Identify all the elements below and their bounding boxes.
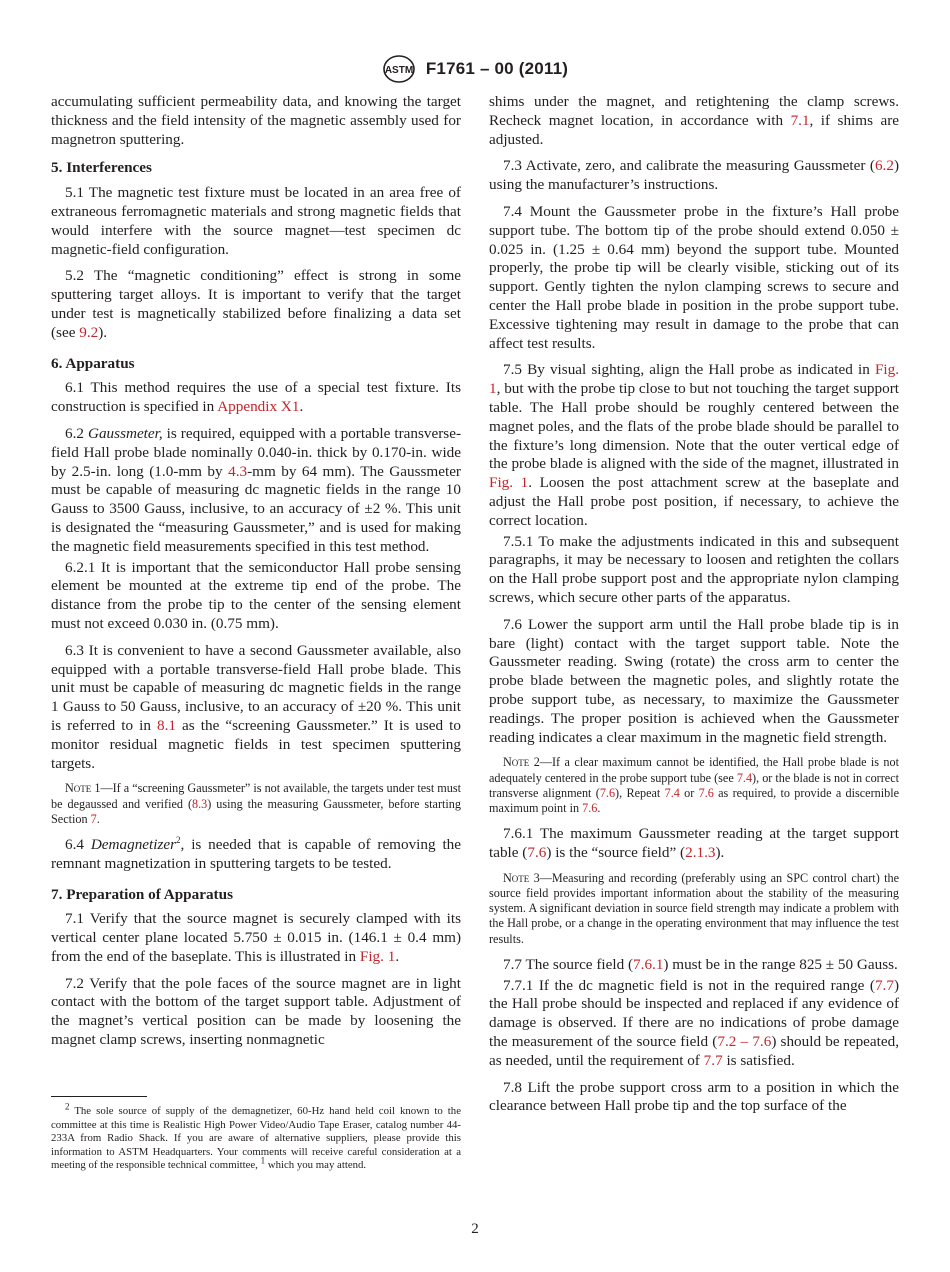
note-2: Note 2—If a clear maximum cannot be identified, the Hall probe blade is not adequately centered in the probe support tube (see 7.4), or the blade is not in correct transverse alignment (7.6), Repeat 7.4 or 7.6 as required, to provide a discernible maximum point in 7.6.	[489, 755, 900, 815]
footnote-marker-2: 2	[176, 834, 181, 845]
ref-link-7-6-a[interactable]: 7.6	[599, 785, 616, 800]
document-designation: F1761 – 00 (2011)	[425, 59, 569, 78]
logo-text: ASTM	[384, 65, 413, 76]
right-column	[489, 93, 899, 1124]
ref-link-section-7[interactable]: 7	[90, 811, 97, 826]
ref-link-7-2-to-7-6[interactable]: 7.2 – 7.6	[717, 1032, 772, 1050]
ref-link-7-7-b[interactable]: 7.7	[703, 1051, 723, 1069]
ref-link-7-6-c[interactable]: 7.6	[582, 800, 598, 815]
page-header	[0, 54, 950, 84]
ref-link-7-6-1[interactable]: 7.6.1	[633, 955, 664, 973]
paragraph-7-5-1: 7.5.1 To make the adjustments indicated in this and subsequent paragraphs, it may be necessary to loosen and retighten the collars on the Hall probe support post and the appropriate nylon clamping screws, which secure other parts of the apparatus.	[489, 532, 899, 606]
paragraph-7-5: 7.5 By visual sighting, align the Hall probe as indicated in Fig. 1, but with the probe tip close to but not touching the target support table. The Hall probe should be roughly centered between the magnet poles, and the flats of the probe blade should be parallel to the fixture’s long dimension. Note that the outer vertical edge of the probe blade is aligned with the side of the magnet, illustrated in Fig. 1. Loosen the post attachment screw at the baseplate and adjust the Hall probe post position, if necessary, to achieve the correct location.	[489, 361, 899, 529]
paragraph-6-4: 6.4 Demagnetizer$^2$, is needed that is capable of removing the remnant magnetization in sputtering targets to be tested.	[51, 834, 461, 872]
ref-link-8-1[interactable]: 8.1	[157, 716, 176, 734]
paragraph-7-6: 7.6 Lower the support arm until the Hall probe blade tip is in bare (light) contact with the target support table. Note the Gaussmeter reading. Swing (rotate) the cross arm to center the probe blade between the magnetic poles, and slightly rotate the probe support tube, as necessary, to maximize the Gaussmeter readings. The proper position is achieved when the Gaussmeter reading indicates a clear maximum in the magnetic field strength.	[489, 615, 899, 746]
paragraph-7-3: 7.3 Activate, zero, and calibrate the measuring Gaussmeter (6.2) using the manufacturer’s instructions.	[489, 157, 899, 194]
paragraph-intro-continued: accumulating sufficient permeability data, and knowing the target thickness and the field intensity of the magnetic assembly used for magnetron sputtering.	[51, 93, 461, 148]
paragraph-6-3: 6.3 It is convenient to have a second Gaussmeter available, also equipped with a portable transverse-field Hall probe blade. This unit must be capable of measuring dc magnetic fields in the range 1 Gauss to 50 Gauss, inclusive, to an accuracy of ±20 %. This unit is referred to in 8.1 as the “screening Gaussmeter.” It is used to monitor residual magnetic fields in test specimen sputtering targets.	[51, 641, 461, 772]
paragraph-7-1: 7.1 Verify that the source magnet is securely clamped with its vertical center plane located 5.750 ± 0.015 in. (146.1 ± 0.4 mm) from the end of the baseplate. This is illustrated in Fig. 1.	[51, 910, 461, 965]
paragraph-6-2-1: 6.2.1 It is important that the semiconductor Hall probe sensing element be mounted at the extreme tip end of the probe. The distance from the probe tip to the center of the sensing element must not exceed 0.030 in. (0.75 mm).	[51, 558, 461, 632]
paragraph-7-8: 7.8 Lift the probe support cross arm to a position in which the clearance between Hall probe tip and the top surface of the	[489, 1078, 899, 1115]
paragraph-6-2: 6.2 Gaussmeter, is required, equipped with a portable transverse-field Hall probe blade nominally 0.040-in. thick by 0.170-in. wide by 2.5-in. long (1.0-mm by 4.3-mm by 64 mm). The Gaussmeter must be capable of measuring dc magnetic fields in the range 10 Gauss to 3500 Gauss, inclusive, to an accuracy of ±2 %. This unit is designated the “measuring Gaussmeter,” and is used for making the magnetic field measurements specified in this test method.	[51, 424, 462, 555]
ref-link-2-1-3[interactable]: 2.1.3	[685, 843, 716, 861]
ref-link-9-2[interactable]: 9.2	[79, 323, 99, 341]
section-heading-apparatus: 6. Apparatus	[51, 354, 135, 372]
paragraph-5-1: 5.1 The magnetic test fixture must be located in an area free of extraneous ferromagnetic materials and strong magnetic fields that would interfere with the source magnet—test specimen dc magnetic-field configuration.	[51, 184, 461, 258]
footnote-2: $^2$ The sole source of supply of the demagnetizer, 60-Hz hand held coil known to the committee at this time is Realistic High Power Video/Audio Tape Eraser, catalog number 44-233A from Radio Shack. If you are aware of alternative suppliers, please provide this information to ASTM Headquarters. Your comments will receive careful consideration at a meeting of the responsible technical committee, $^1$ which you may attend.	[51, 1101, 461, 1172]
page-number: 2	[471, 1221, 479, 1237]
footnote-divider	[51, 1096, 147, 1097]
ref-link-8-3[interactable]: 8.3	[192, 796, 208, 811]
left-column	[51, 93, 461, 1058]
paragraph-7-7: 7.7 The source field (7.6.1) must be in the range 825 ± 50 Gauss.	[503, 955, 898, 973]
ref-link-7-7-a[interactable]: 7.7	[874, 976, 894, 994]
ref-link-7-4-a[interactable]: 7.4	[736, 770, 753, 785]
paragraph-7-7-1: 7.7.1 If the dc magnetic field is not in the required range (7.7) the Hall probe should be inspected and replaced if any evidence of damage is observed. If there are no indications of probe damage the measurement of the source field (7.2 – 7.6) should be repeated, as needed, until the requirement of 7.7 is satisfied.	[489, 976, 899, 1069]
note-3: Note 3—Measuring and recording (preferably using an SPC control chart) the source field provides important information about the stability of the measuring system. A significant deviation in source field strength may indicate a problem with the Hall probe, or a change in the operating environment that may influence the test results.	[489, 870, 899, 946]
ref-link-fig-1-b[interactable]: Fig. 1	[489, 474, 529, 492]
ref-link-6-2[interactable]: 6.2	[874, 157, 894, 175]
ref-link-fig-1[interactable]: Fig. 1	[359, 947, 396, 965]
section-heading-preparation: 7. Preparation of Apparatus	[51, 885, 233, 903]
note-1: Note 1—If a “screening Gaussmeter” is not available, the targets under test must be degaussed and verified (8.3) using the measuring Gaussmeter, before starting Section 7.	[51, 781, 461, 826]
paragraph-7-6-1: 7.6.1 The maximum Gaussmeter reading at the target support table (7.6) is the “source field” (2.1.3).	[489, 825, 899, 861]
paragraph-7-4: 7.4 Mount the Gaussmeter probe in the fixture’s Hall probe support tube. The bottom tip of the probe should extend 0.050 ± 0.025 in. (1.25 ± 0.64 mm) beyond the support tube. Mounted properly, the probe tip will be clearly visible, sticking out of its support. Gently tighten the nylon clamping screws to secure and center the Hall probe blade in position in the probe support tube. Excessive tightening may result in damage to the probe that can affect test results.	[489, 202, 899, 352]
paragraph-7-2: 7.2 Verify that the pole faces of the source magnet are in light contact with the bottom of the target support table. Adjustment of the magnet’s vertical position can be made by loosening the magnet clamp screws, inserting nonmagnetic	[51, 974, 461, 1049]
paragraph-5-2: 5.2 The “magnetic conditioning” effect is strong in some sputtering target alloys. It is important to verify that the target under test is magnetically stabilized before finalizing a data set (see 9.2).	[51, 267, 461, 341]
paragraph-6-1: 6.1 This method requires the use of a special test fixture. Its construction is specified in Appendix X1.	[51, 379, 461, 416]
ref-link-fig-1-a[interactable]: Fig. 1	[489, 361, 899, 398]
section-heading-interferences: 5. Interferences	[51, 159, 152, 177]
ref-link-7-1[interactable]: 7.1	[790, 111, 810, 129]
ref-link-7-6-d[interactable]: 7.6	[527, 843, 547, 861]
ref-link-7-4-b[interactable]: 7.4	[664, 785, 680, 800]
ref-link-7-6-b[interactable]: 7.6	[698, 785, 714, 800]
ref-link-4-3[interactable]: 4.3	[228, 462, 248, 480]
paragraph-7-2-continued: shims under the magnet, and retightening the clamp screws. Recheck magnet location, in accordance with 7.1, if shims are adjusted.	[489, 93, 899, 148]
ref-link-appendix-x1[interactable]: Appendix X1	[217, 398, 300, 416]
astm-logo-icon	[382, 54, 416, 84]
